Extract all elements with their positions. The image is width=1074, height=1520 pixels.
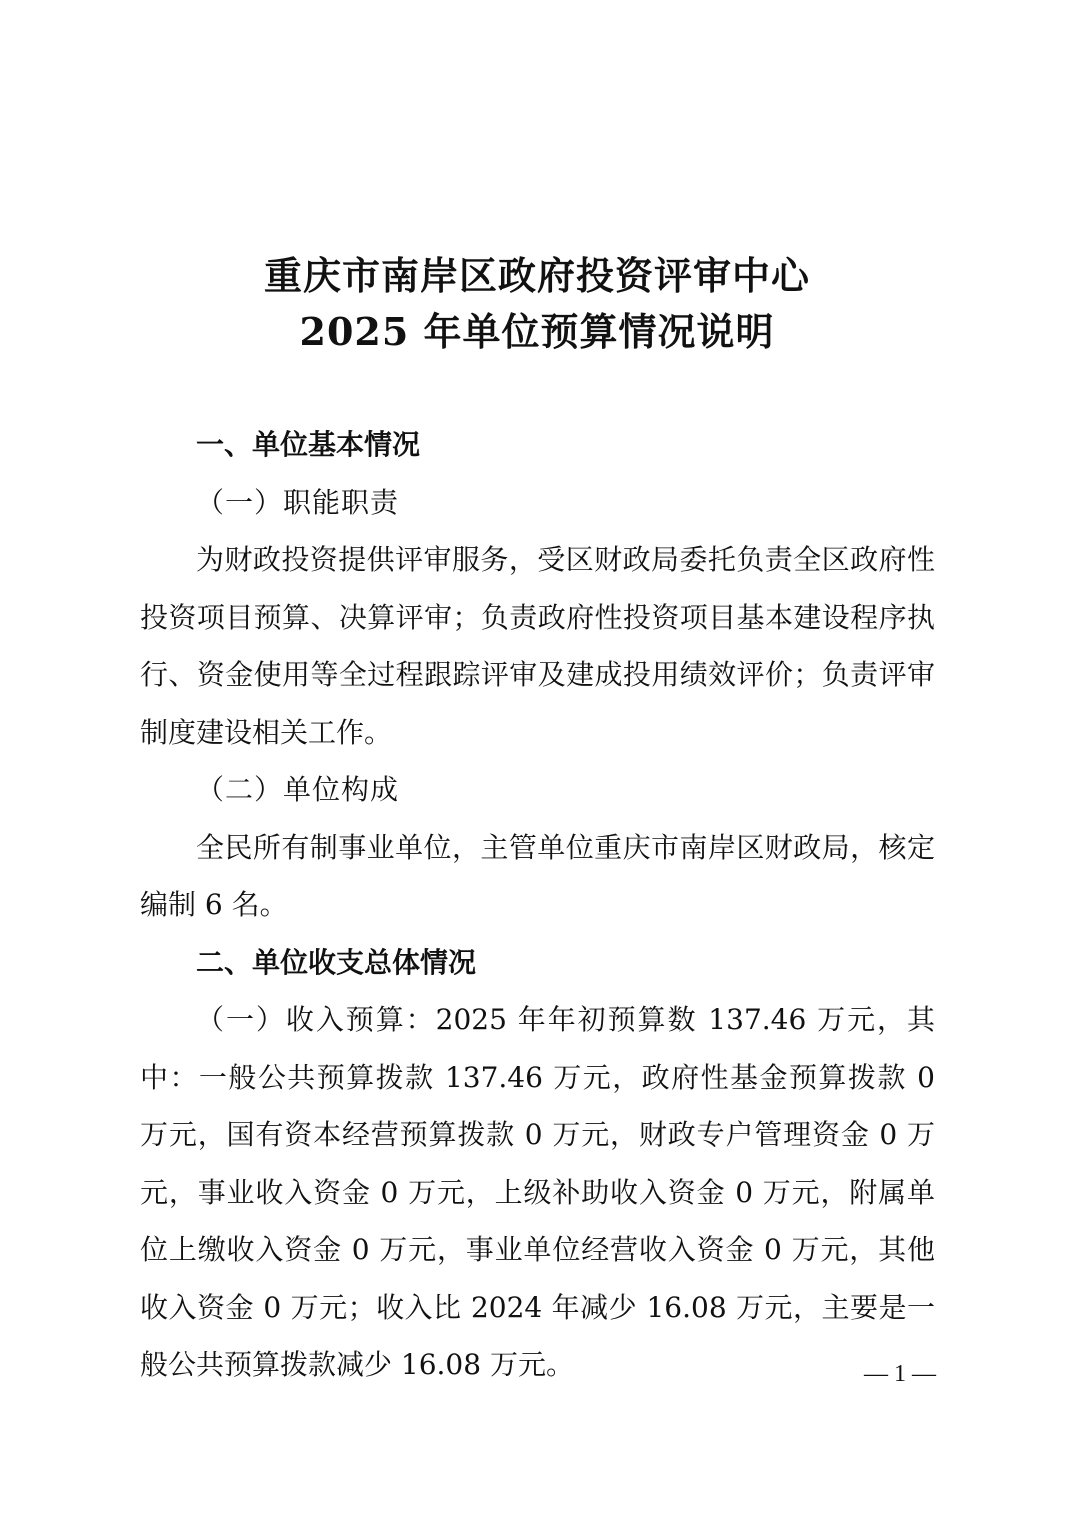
document-body [140, 416, 935, 1394]
section1-composition-text: 全民所有制事业单位，主管单位重庆市南岸区财政局，核定编制 6 名。 [140, 830, 935, 921]
section1-subheading-duties: （一）职能职责 [196, 485, 400, 519]
document-title-line1: 重庆市南岸区政府投资评审中心 [263, 253, 810, 298]
document-title-line2: 2025 年单位预算情况说明 [299, 309, 775, 354]
section1-duties-text: 为财政投资提供评审服务，受区财政局委托负责全区政府性投资项目预算、决算评审；负责政府性投资项目基本建设程序执行、资金使用等全过程跟踪评审及建成投用绩效评价；负责评审制度建设相关工作。 [140, 543, 935, 749]
page-number: — 1 — [864, 1361, 936, 1387]
section2-heading: 二、单位收支总体情况 [196, 945, 477, 979]
section2-income-budget-text: （一）收入预算：2025 年年初预算数 137.46 万元，其中：一般公共预算拨款 137.46 万元，政府性基金预算拨款 0 万元，国有资本经营预算拨款 0 万元，财政专户管理资金 0 万元，事业收入资金 0 万元，上级补助收入资金 0 万元，附属单位上缴收入资金 0 万元，事业单位经营收入资金 0 万元，其他收入资金 0 万元；收入比 2024 年减少 16.08 万元，主要是一般公共预算拨款减少 16.08 万元。 [140, 1003, 935, 1381]
section1-heading: 一、单位基本情况 [196, 428, 421, 461]
section1-subheading-composition: （二）单位构成 [196, 773, 400, 806]
